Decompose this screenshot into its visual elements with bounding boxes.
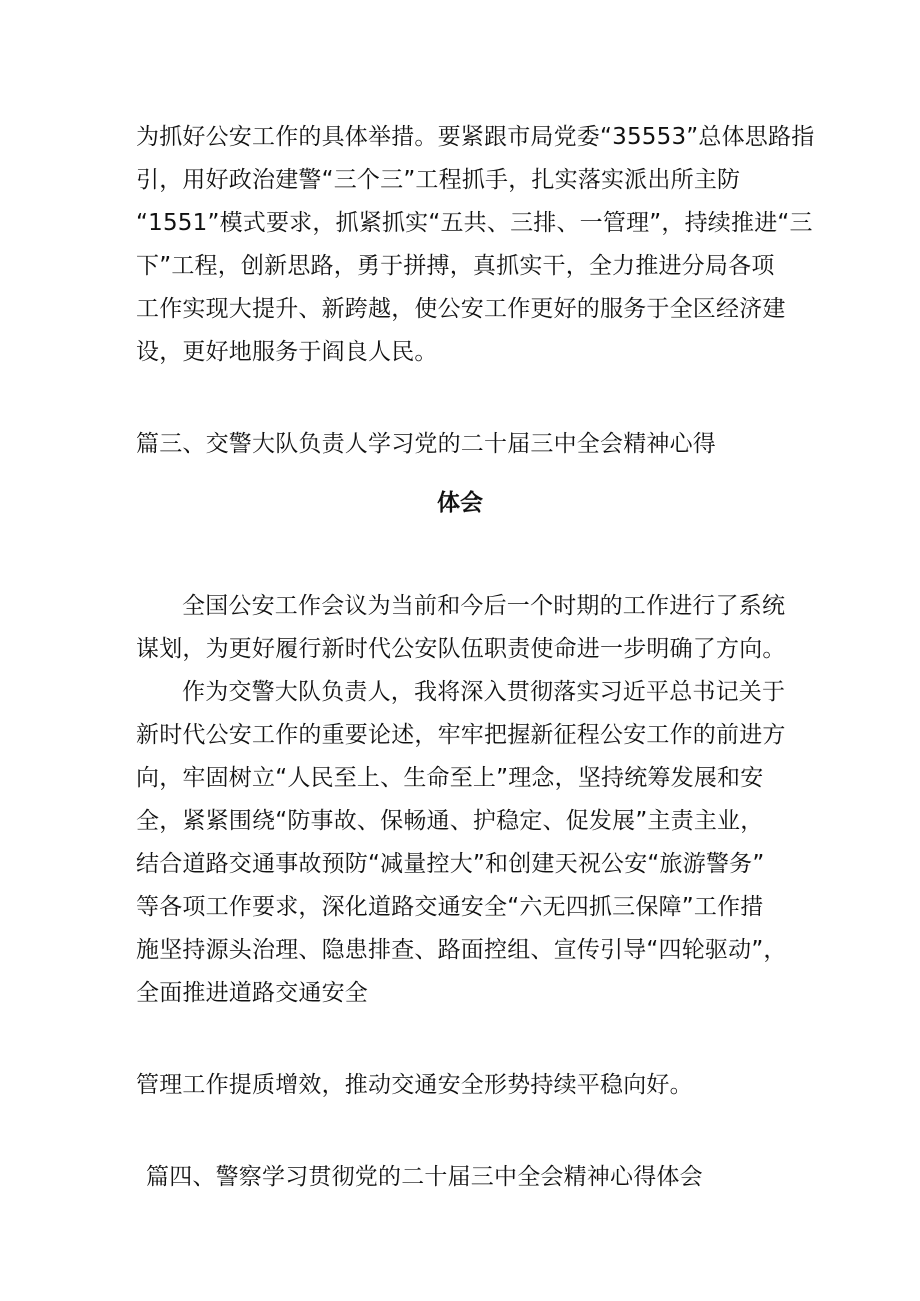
body-text-line: 结合道路交通事故预防“减量控大”和创建天祝公安“旅游警务” [136, 851, 765, 877]
body-text-line: 工作实现大提升、新跨越，使公安工作更好的服务于全区经济建 [136, 296, 786, 322]
body-text-line: 全，紧紧围绕“防事故、保畅通、护稳定、促发展”主责主业， [136, 808, 764, 834]
section-title: 篇四、警察学习贯彻党的二十届三中全会精神心得体会 [146, 1164, 703, 1190]
body-text-line: 作为交警大队负责人，我将深入贯彻落实习近平总书记关于 [182, 679, 786, 705]
body-text-line: 设，更好地服务于阎良人民。 [136, 339, 438, 365]
body-text-line: “1551”模式要求，抓紧抓实“五共、三排、一管理”，持续推进“三 [136, 210, 813, 236]
body-text-line: 新时代公安工作的重要论述，牢牢把握新征程公安工作的前进方 [136, 722, 786, 748]
body-text-line: 全国公安工作会议为当前和今后一个时期的工作进行了系统 [182, 593, 786, 619]
body-text-line: 全面推进道路交通安全 [136, 980, 368, 1006]
body-text-line: 施坚持源头治理、隐患排查、路面控组、宣传引导“四轮驱动”， [136, 937, 787, 963]
body-text-line: 为抓好公安工作的具体举措。要紧跟市局党委“35553”总体思路指 [136, 124, 815, 150]
section-title-continued: 体会 [437, 490, 483, 516]
body-text-line: 等各项工作要求，深化道路交通安全“六无四抓三保障”工作措 [136, 894, 764, 920]
section-title: 篇三、交警大队负责人学习党的二十届三中全会精神心得 [136, 431, 716, 457]
body-text-line: 下”工程，创新思路，勇于拼搏，真抓实干，全力推进分局各项 [136, 253, 775, 279]
body-text-line: 管理工作提质增效，推动交通安全形势持续平稳向好。 [136, 1072, 693, 1098]
body-text-line: 引，用好政治建警“三个三”工程抓手，扎实落实派出所主防 [136, 167, 741, 193]
body-text-line: 向，牢固树立“人民至上、生命至上”理念，坚持统筹发展和安 [136, 765, 764, 791]
body-text-line: 谋划，为更好履行新时代公安队伍职责使命进一步明确了方向。 [136, 636, 786, 662]
